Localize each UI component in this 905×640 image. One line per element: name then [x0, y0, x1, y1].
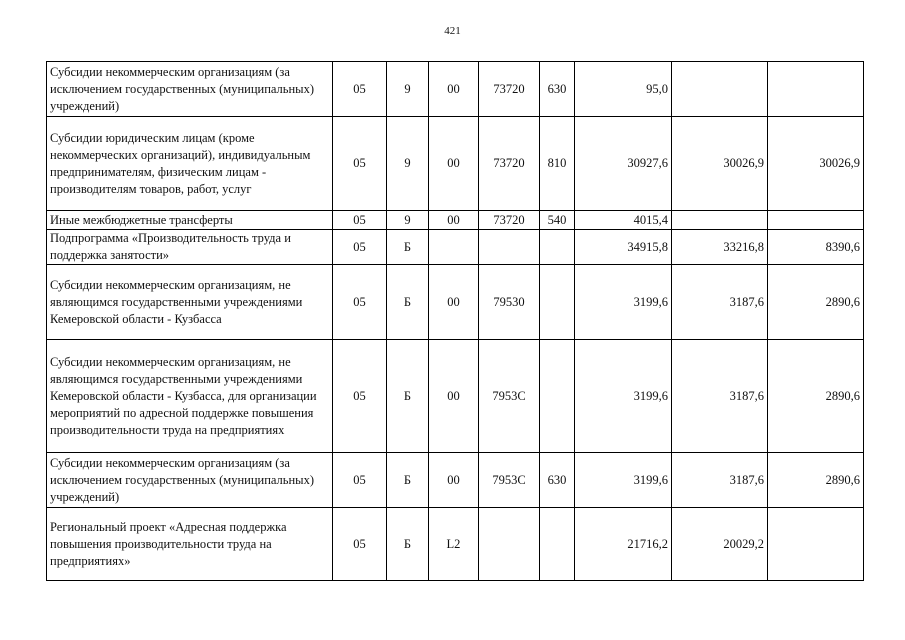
- expense-type-code-cell: [540, 340, 575, 453]
- program-code-cell: 9: [387, 211, 429, 230]
- row-name-cell: Иные межбюджетные трансферты: [47, 211, 333, 230]
- expense-type-code-cell: 810: [540, 117, 575, 211]
- direction-code-cell: 7953С: [479, 453, 540, 508]
- subprogram-code-cell: [429, 230, 479, 265]
- section-code-cell: 05: [333, 453, 387, 508]
- direction-code-cell: 73720: [479, 62, 540, 117]
- table-row: [47, 508, 864, 581]
- direction-code-cell: 79530: [479, 265, 540, 340]
- page-number: 421: [444, 25, 461, 37]
- amount-year1-cell: 95,0: [575, 62, 672, 117]
- amount-year3-cell: 8390,6: [768, 230, 864, 265]
- amount-year3-cell: 30026,9: [768, 117, 864, 211]
- program-code-cell: Б: [387, 265, 429, 340]
- program-code-cell: Б: [387, 340, 429, 453]
- table-row: [47, 62, 864, 117]
- amount-year2-cell: [672, 211, 768, 230]
- section-code-cell: 05: [333, 211, 387, 230]
- table-row: [47, 230, 864, 265]
- section-code-cell: 05: [333, 340, 387, 453]
- expense-type-code-cell: [540, 265, 575, 340]
- row-name-cell: Субсидии некоммерческим организациям, не являющимся государственными учреждениями Кемеровской области - Кузбасса: [47, 265, 333, 340]
- subprogram-code-cell: L2: [429, 508, 479, 581]
- amount-year2-cell: 30026,9: [672, 117, 768, 211]
- amount-year1-cell: 4015,4: [575, 211, 672, 230]
- expense-type-code-cell: [540, 508, 575, 581]
- amount-year2-cell: 3187,6: [672, 340, 768, 453]
- amount-year3-cell: [768, 211, 864, 230]
- section-code-cell: 05: [333, 508, 387, 581]
- program-code-cell: Б: [387, 508, 429, 581]
- amount-year3-cell: 2890,6: [768, 453, 864, 508]
- subprogram-code-cell: 00: [429, 340, 479, 453]
- row-name-cell: Региональный проект «Адресная поддержка повышения производительности труда на предприятиях»: [47, 508, 333, 581]
- amount-year1-cell: 3199,6: [575, 453, 672, 508]
- amount-year2-cell: 3187,6: [672, 265, 768, 340]
- table-row: [47, 117, 864, 211]
- row-name-cell: Субсидии некоммерческим организациям (за исключением государственных (муниципальных) учреждений): [47, 62, 333, 117]
- expense-type-code-cell: 630: [540, 62, 575, 117]
- direction-code-cell: 73720: [479, 211, 540, 230]
- program-code-cell: Б: [387, 453, 429, 508]
- table-row: [47, 453, 864, 508]
- row-name-cell: Субсидии некоммерческим организациям, не являющимся государственными учреждениями Кемеровской области - Кузбасса, для организации мероприятий по адресной поддержке повышения производительности труда на предприятиях: [47, 340, 333, 453]
- amount-year3-cell: 2890,6: [768, 340, 864, 453]
- amount-year2-cell: [672, 62, 768, 117]
- amount-year1-cell: 3199,6: [575, 265, 672, 340]
- amount-year1-cell: 21716,2: [575, 508, 672, 581]
- amount-year3-cell: [768, 62, 864, 117]
- section-code-cell: 05: [333, 62, 387, 117]
- direction-code-cell: 73720: [479, 117, 540, 211]
- subprogram-code-cell: 00: [429, 62, 479, 117]
- program-code-cell: Б: [387, 230, 429, 265]
- amount-year3-cell: [768, 508, 864, 581]
- subprogram-code-cell: 00: [429, 265, 479, 340]
- expense-type-code-cell: 630: [540, 453, 575, 508]
- row-name-cell: Субсидии некоммерческим организациям (за исключением государственных (муниципальных) учреждений): [47, 453, 333, 508]
- expense-type-code-cell: 540: [540, 211, 575, 230]
- direction-code-cell: [479, 508, 540, 581]
- table-row: [47, 340, 864, 453]
- section-code-cell: 05: [333, 265, 387, 340]
- subprogram-code-cell: 00: [429, 117, 479, 211]
- amount-year3-cell: 2890,6: [768, 265, 864, 340]
- amount-year2-cell: 20029,2: [672, 508, 768, 581]
- direction-code-cell: [479, 230, 540, 265]
- amount-year2-cell: 3187,6: [672, 453, 768, 508]
- budget-table: [46, 61, 864, 581]
- amount-year1-cell: 30927,6: [575, 117, 672, 211]
- table-row: [47, 265, 864, 340]
- section-code-cell: 05: [333, 230, 387, 265]
- row-name-cell: Субсидии юридическим лицам (кроме некоммерческих организаций), индивидуальным предпринимателям, физическим лицам - производителям товаров, работ, услуг: [47, 117, 333, 211]
- amount-year1-cell: 34915,8: [575, 230, 672, 265]
- expense-type-code-cell: [540, 230, 575, 265]
- amount-year1-cell: 3199,6: [575, 340, 672, 453]
- row-name-cell: Подпрограмма «Производительность труда и поддержка занятости»: [47, 230, 333, 265]
- section-code-cell: 05: [333, 117, 387, 211]
- table-row: [47, 211, 864, 230]
- amount-year2-cell: 33216,8: [672, 230, 768, 265]
- table-body: [47, 62, 864, 581]
- program-code-cell: 9: [387, 117, 429, 211]
- subprogram-code-cell: 00: [429, 453, 479, 508]
- direction-code-cell: 7953С: [479, 340, 540, 453]
- subprogram-code-cell: 00: [429, 211, 479, 230]
- program-code-cell: 9: [387, 62, 429, 117]
